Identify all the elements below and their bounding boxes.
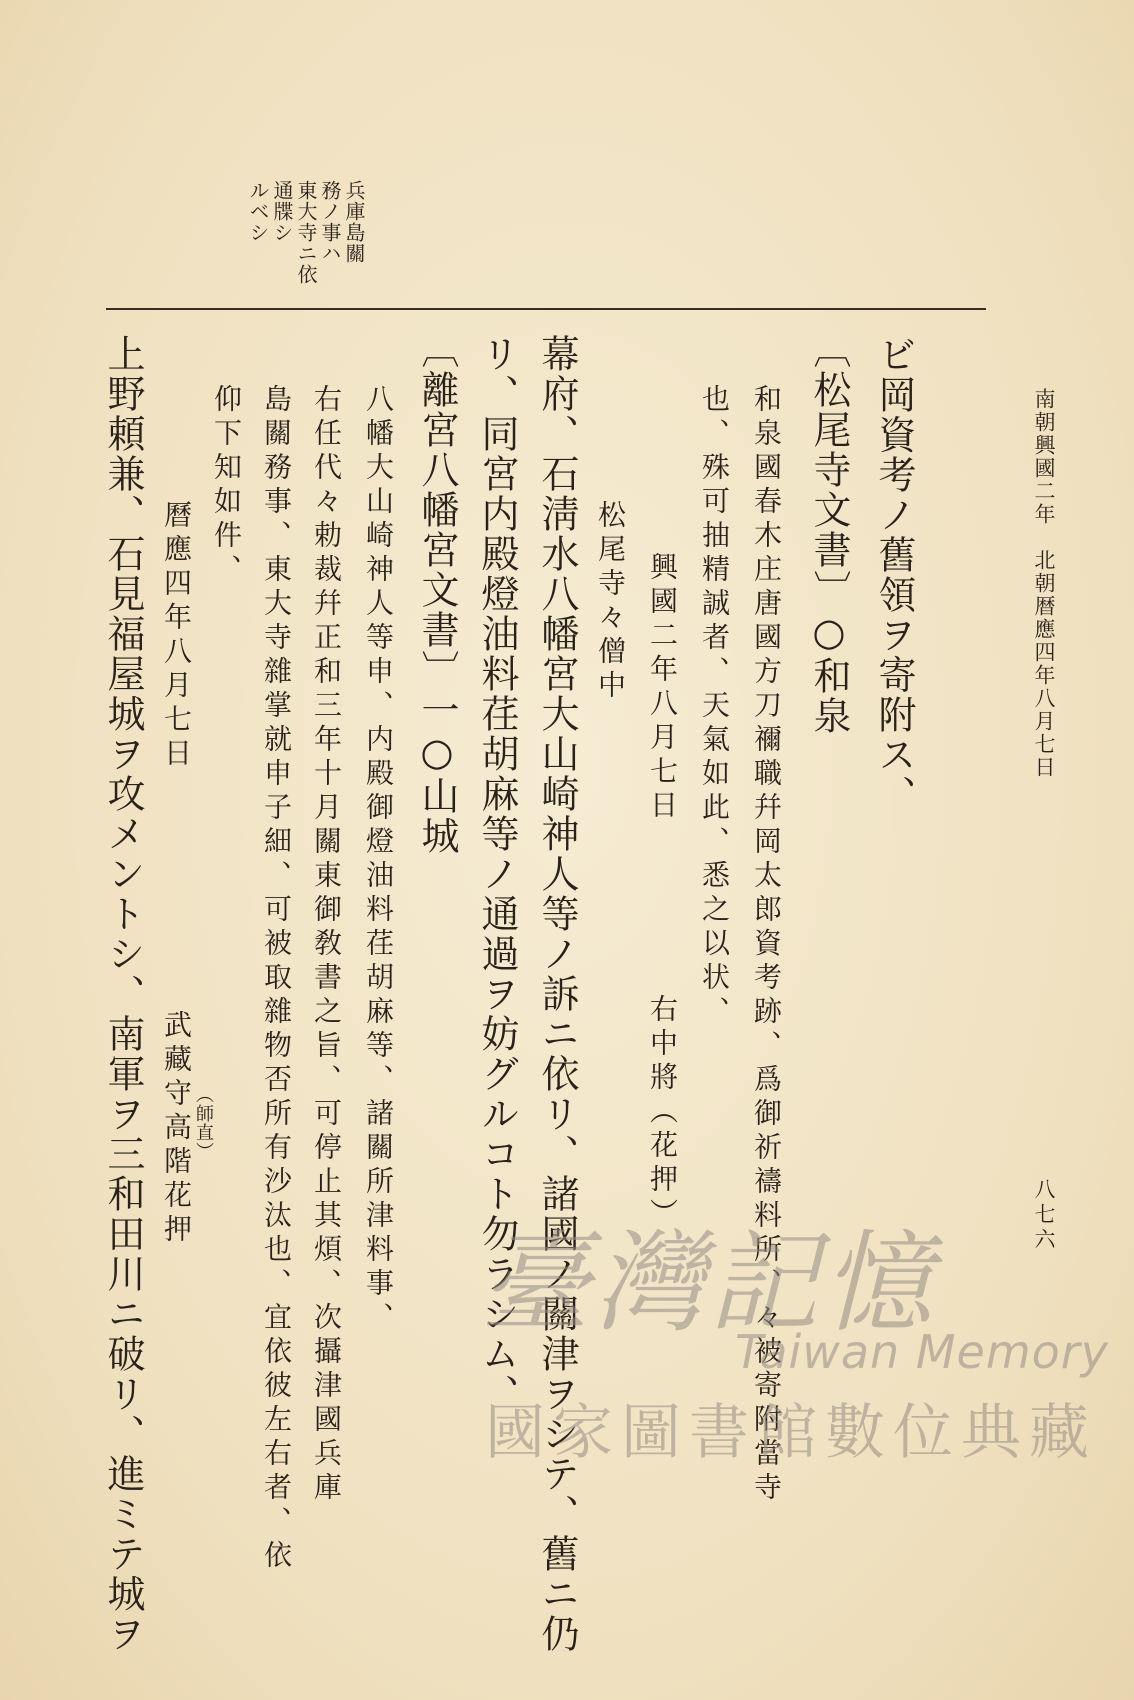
- source-heading: 〔離宮八幡宮文書〕一○山城: [415, 330, 459, 856]
- text-line: 仰下知如件、: [210, 384, 243, 588]
- margin-note-line: 務ノ事ハ: [318, 180, 342, 264]
- margin-note-line: ルベシ: [246, 180, 270, 243]
- text-line: 右任代々勅裁幷正和三年十月關東御敎書之旨、可停止其煩、次攝津國兵庫: [310, 384, 343, 1506]
- text-line: 島關務事、東大寺雜掌就申子細、可被取雜物否所有沙汰也、宜依彼左右者、依: [260, 384, 293, 1574]
- annotation: （師直）: [193, 1085, 214, 1161]
- text-line: ビ岡資考ノ舊領ヲ寄附ス、: [872, 335, 916, 815]
- watermark-latin: Taiwan Memory: [735, 1325, 1109, 1379]
- text-line: リ、同宮内殿燈油料荏胡麻等ノ通過ヲ妨グルコト勿ラシム、: [475, 334, 519, 1414]
- margin-note-line: 東大寺ニ依: [294, 180, 318, 285]
- addressee: 松尾寺々僧中: [594, 500, 627, 704]
- margin-note-line: 通牒シ: [270, 180, 294, 243]
- text-line: 和泉國春木庄唐國方刀禰職幷岡太郎資考跡、爲御祈禱料所、々被寄附當寺: [750, 384, 783, 1506]
- margin-note-line: 兵庫島關: [342, 180, 366, 264]
- text-line: 上野頼兼、石見福屋城ヲ攻メントシ、南軍ヲ三和田川ニ破リ、進ミテ城ヲ: [101, 334, 145, 1654]
- watermark-calligraphy: 臺灣記憶: [480, 1219, 936, 1347]
- header-rule: [106, 308, 986, 310]
- date-signature: 興國二年八月七日 右中將（花押）: [646, 552, 679, 1232]
- source-heading: 〔松尾寺文書〕○和泉: [807, 330, 851, 736]
- page-number: 八七六: [1032, 1178, 1056, 1253]
- running-title: 南朝興國二年 北朝暦應四年八月七日: [1032, 388, 1056, 779]
- watermark-institution: 國家圖書館數位典藏: [485, 1398, 1097, 1468]
- date-signature: 曆應四年八月七日 武藏守高階花押: [160, 500, 193, 1248]
- text-line: 也、殊可抽精誠者、天氣如此、悉之以状、: [698, 384, 731, 1030]
- text-line: 幕府、石淸水八幡宮大山崎神人等ノ訴ニ依リ、諸國ノ關津ヲシテ、舊ニ仍: [535, 334, 579, 1654]
- text-line: 八幡大山崎神人等申、内殿御燈油料荏胡麻等、諸關所津料事、: [362, 384, 395, 1336]
